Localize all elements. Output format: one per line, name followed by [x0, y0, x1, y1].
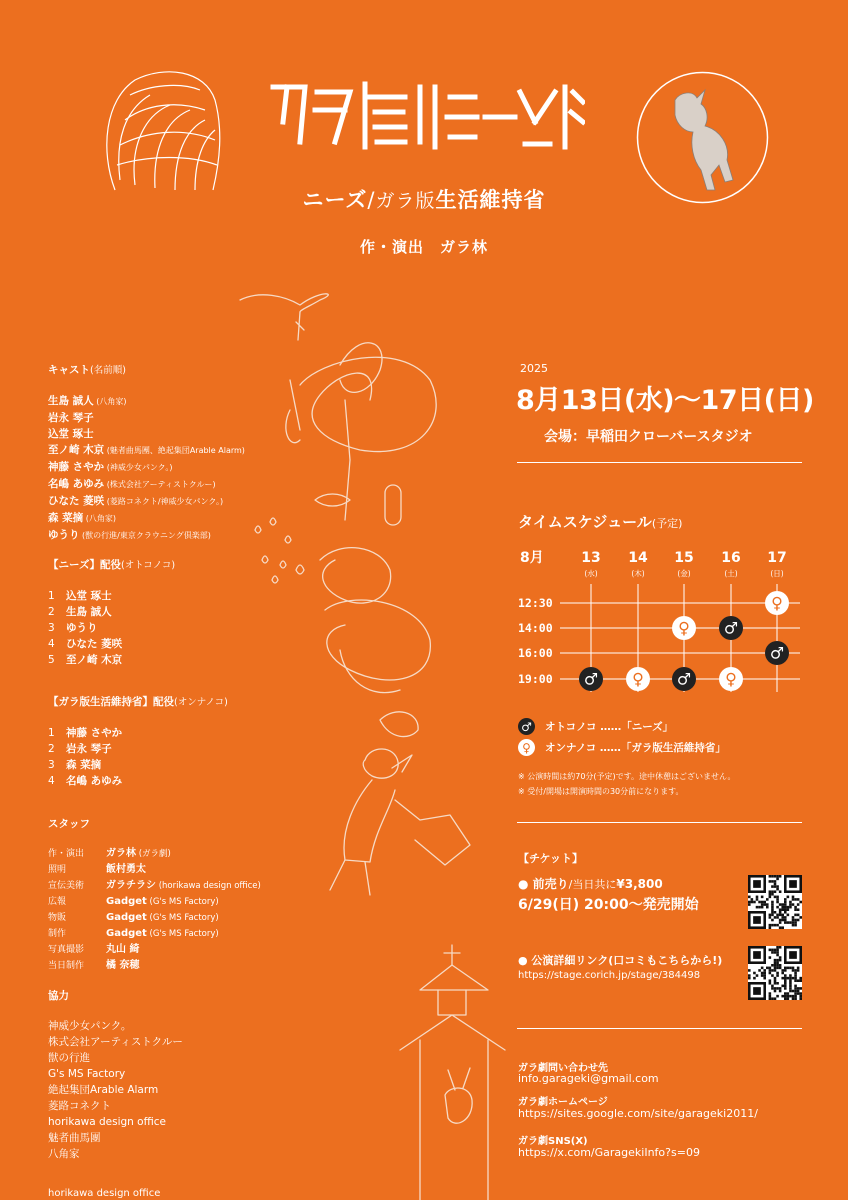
role-item — [48, 652, 175, 668]
female-symbol-icon: ♀ — [771, 593, 783, 613]
schedule-title: タイムスケジュール(予定) — [518, 513, 683, 531]
cast-member-name: ゆうり — [48, 529, 80, 541]
cast-member — [48, 510, 245, 527]
schedule-time-label: 14:00 — [518, 621, 553, 635]
event-dates: 8月13日(水)〜17日(日) — [516, 385, 814, 416]
event-venue: 会場：早稲田クローバースタジオ — [544, 429, 753, 445]
staff-name: ガラ林 (ガラ劇) — [106, 848, 171, 859]
schedule-day-of-week: (金) — [677, 569, 691, 578]
subtitle-ministry: 生活維持省 — [435, 188, 546, 212]
cooperation-heading: 協力 — [48, 990, 69, 1002]
cast-member-affiliation: (八角家) — [83, 514, 116, 523]
staff-role: 広報 — [48, 897, 67, 907]
sns-label: ガラ劇SNS(X) — [518, 1136, 588, 1147]
cast-member-affiliation: (八角家) — [93, 397, 127, 406]
subtitle-gara: ガラ版 — [375, 190, 436, 212]
cast-member-affiliation: (株式会社アーティストクルー) — [104, 480, 216, 489]
role-number: 1 — [48, 590, 55, 602]
staff-name: 丸山 綺 — [106, 944, 140, 955]
cooperation-item: 菱路コネクト — [48, 1100, 111, 1112]
cast-member — [48, 476, 245, 493]
cast-member-affiliation: (魅者曲馬團、絶起集団Arable Alarm) — [104, 446, 245, 455]
role-item — [48, 741, 228, 757]
schedule-time-label: 19:00 — [518, 672, 553, 686]
cast-member — [48, 393, 245, 410]
staff-role: 当日制作 — [48, 961, 85, 971]
role-number: 5 — [48, 654, 55, 666]
divider — [517, 462, 802, 463]
staff-name: Gadget (G's MS Factory) — [106, 928, 219, 939]
role-item — [48, 620, 175, 636]
role-actor-name: 神藤 さやか — [66, 727, 123, 739]
needs-role-list — [48, 588, 175, 668]
staff-section — [48, 816, 261, 974]
cast-heading: キャスト(名前順) — [48, 364, 126, 376]
footer-credit: horikawa design office — [48, 1188, 161, 1199]
staff-name: Gadget (G's MS Factory) — [106, 896, 219, 907]
hair-illustration — [95, 60, 225, 200]
staff-row — [48, 846, 261, 862]
staff-affiliation: (G's MS Factory) — [146, 897, 219, 907]
schedule-day-of-week: (日) — [770, 569, 784, 578]
cast-member-affiliation: (神威少女パンク。) — [104, 463, 173, 472]
cast-member — [48, 527, 245, 544]
cast-member-name: 岩永 琴子 — [48, 412, 94, 424]
female-symbol-icon: ♀ — [518, 739, 535, 756]
cast-member — [48, 493, 245, 510]
ticket-heading: 【チケット】 — [518, 852, 584, 865]
note-reception: ※ 受付/開場は開演時間の30分前になります。 — [518, 787, 684, 796]
cast-list — [48, 393, 245, 544]
staff-row — [48, 926, 261, 942]
cast-member-name: 至ノ崎 木京 — [48, 444, 105, 456]
staff-role: 作・演出 — [48, 849, 85, 859]
female-symbol-icon: ♀ — [632, 669, 644, 689]
needs-heading: 【ニーズ】配役(オトコノコ) — [48, 559, 176, 571]
subtitle-slash: / — [367, 188, 376, 212]
schedule-day-number: 15 — [674, 550, 694, 566]
cooperation-section — [48, 988, 183, 1162]
cast-member-name: 名嶋 あゆみ — [48, 478, 105, 490]
cast-member — [48, 426, 245, 442]
staff-row — [48, 862, 261, 878]
schedule-day-of-week: (土) — [724, 569, 738, 578]
schedule-day-number: 16 — [721, 550, 741, 566]
role-actor-name: 名嶋 あゆみ — [66, 775, 123, 787]
needs-role-section — [48, 557, 175, 668]
male-symbol-icon: ♂ — [518, 718, 535, 735]
gara-role-section — [48, 694, 228, 789]
cooperation-item: G's MS Factory — [48, 1068, 126, 1080]
female-symbol-icon: ♀ — [678, 618, 690, 638]
staff-name: ガラチラシ (horikawa design office) — [106, 880, 261, 891]
staff-heading: スタッフ — [48, 818, 90, 830]
female-symbol-icon: ♀ — [725, 669, 737, 689]
staff-name: Gadget (G's MS Factory) — [106, 912, 219, 923]
role-actor-name: 岩永 琴子 — [66, 743, 112, 755]
role-item — [48, 773, 228, 789]
schedule-day-of-week: (木) — [631, 569, 645, 578]
role-number: 4 — [48, 638, 55, 650]
staff-role: 写真撮影 — [48, 945, 85, 955]
role-number: 1 — [48, 727, 55, 739]
role-actor-name: 込堂 琢士 — [66, 590, 112, 602]
cast-member-name: 森 菜摘 — [48, 512, 84, 524]
role-actor-name: 森 菜摘 — [66, 759, 102, 771]
role-number: 3 — [48, 759, 55, 771]
male-symbol-icon: ♂ — [676, 669, 692, 689]
male-symbol-icon: ♂ — [769, 643, 785, 663]
schedule-day-number: 13 — [581, 550, 601, 566]
staff-role: 制作 — [48, 929, 67, 939]
schedule-time-label: 12:30 — [518, 596, 553, 610]
cooperation-item: horikawa design office — [48, 1116, 166, 1128]
cooperation-list — [48, 1018, 183, 1162]
cooperation-item: 魅者曲馬團 — [48, 1132, 101, 1144]
cast-member — [48, 459, 245, 476]
role-number: 3 — [48, 622, 55, 634]
staff-role: 宣伝美術 — [48, 881, 85, 891]
inquiry-label: ガラ劇問い合わせ先 — [518, 1063, 608, 1074]
homepage-label: ガラ劇ホームページ — [518, 1097, 608, 1108]
ticket-sale-date: 6/29(日) 20:00〜発売開始 — [518, 897, 699, 913]
detail-link-url[interactable]: https://stage.corich.jp/stage/384498 — [518, 970, 701, 981]
role-item — [48, 725, 228, 741]
role-actor-name: 至ノ崎 木京 — [66, 654, 123, 666]
schedule-day-number: 14 — [628, 550, 648, 566]
gara-heading: 【ガラ版生活維持省】配役(オンナノコ) — [48, 696, 228, 708]
gara-role-list — [48, 725, 228, 789]
cooperation-item: 絶起集団Arable Alarm — [48, 1084, 159, 1096]
staff-affiliation: (G's MS Factory) — [146, 913, 219, 923]
cast-member-affiliation: (菱路コネクト/神威少女パンク。) — [104, 497, 224, 506]
role-actor-name: 生島 誠人 — [66, 606, 112, 618]
staff-affiliation: (G's MS Factory) — [146, 929, 219, 939]
cooperation-item: 神威少女パンク。 — [48, 1020, 132, 1032]
staff-name: 飯村勇太 — [106, 864, 146, 875]
cooperation-item: 株式会社アーティストクルー — [48, 1036, 183, 1048]
staff-affiliation: (ガラ劇) — [136, 849, 171, 859]
cast-member-affiliation: (獣の行進/東京クラウニング倶楽部) — [79, 531, 211, 540]
cast-section — [48, 362, 245, 544]
cast-member-name: 神藤 さやか — [48, 461, 105, 473]
cast-member — [48, 442, 245, 459]
cast-member-name: 込堂 琢士 — [48, 428, 94, 440]
staff-name: 橘 奈穂 — [106, 960, 140, 971]
schedule-day-of-week: (水) — [584, 569, 598, 578]
staff-row — [48, 942, 261, 958]
schedule-grid — [508, 540, 808, 700]
legend-male: ♂ オトコノコ ……「ニーズ」 — [518, 718, 673, 735]
staff-affiliation: (horikawa design office) — [156, 881, 261, 891]
cast-member-name: 生島 誠人 — [48, 395, 94, 407]
staff-row — [48, 894, 261, 910]
detail-qr-code[interactable] — [748, 946, 802, 1000]
director-credit: 作・演出 ガラ林 — [359, 238, 488, 256]
cooperation-item: 獣の行進 — [48, 1052, 90, 1064]
ticket-qr-code[interactable] — [748, 875, 802, 929]
divider — [517, 1028, 802, 1029]
role-item — [48, 636, 175, 652]
role-item — [48, 757, 228, 773]
role-actor-name: ゆうり — [66, 622, 98, 634]
role-number: 2 — [48, 743, 55, 755]
legend-female: ♀ オンナノコ ……「ガラ版生活維持省」 — [518, 739, 726, 756]
role-number: 2 — [48, 606, 55, 618]
detail-link-label: ● 公演詳細リンク(口コミもこちらから!) — [518, 954, 723, 967]
goat-emblem — [635, 70, 770, 205]
event-year: 2025 — [520, 362, 548, 375]
sns-url[interactable]: https://x.com/GaragekiInfo?s=09 — [518, 1146, 700, 1159]
staff-row — [48, 878, 261, 894]
role-actor-name: ひなた 菱咲 — [66, 638, 123, 650]
cooperation-item: 八角家 — [48, 1148, 80, 1160]
male-symbol-icon: ♂ — [723, 618, 739, 638]
staff-role: 照明 — [48, 865, 67, 875]
ticket-price: ● 前売り/当日共に¥3,800 — [518, 877, 663, 891]
role-item — [48, 588, 175, 604]
cast-member-name: ひなた 菱咲 — [48, 495, 105, 507]
staff-list — [48, 846, 261, 974]
schedule-day-number: 17 — [767, 550, 787, 566]
male-symbol-icon: ♂ — [583, 669, 599, 689]
note-duration: ※ 公演時間は約70分(予定)です。途中休憩はございません。 — [518, 772, 736, 781]
role-item — [48, 604, 175, 620]
title-logo-text: ガラ劇ミニ公演 — [265, 72, 272, 73]
subtitle-needs: ニーズ — [302, 188, 368, 212]
inquiry-email[interactable]: info.garageki@gmail.com — [518, 1072, 659, 1085]
divider — [517, 822, 802, 823]
staff-role: 物販 — [48, 913, 67, 923]
title-logo — [265, 72, 585, 157]
staff-row — [48, 910, 261, 926]
schedule-month: 8月 — [520, 550, 544, 566]
staff-row — [48, 958, 261, 974]
cast-member — [48, 410, 245, 426]
schedule-time-label: 16:00 — [518, 646, 553, 660]
role-number: 4 — [48, 775, 55, 787]
homepage-url[interactable]: https://sites.google.com/site/garageki2011/ — [518, 1107, 758, 1120]
